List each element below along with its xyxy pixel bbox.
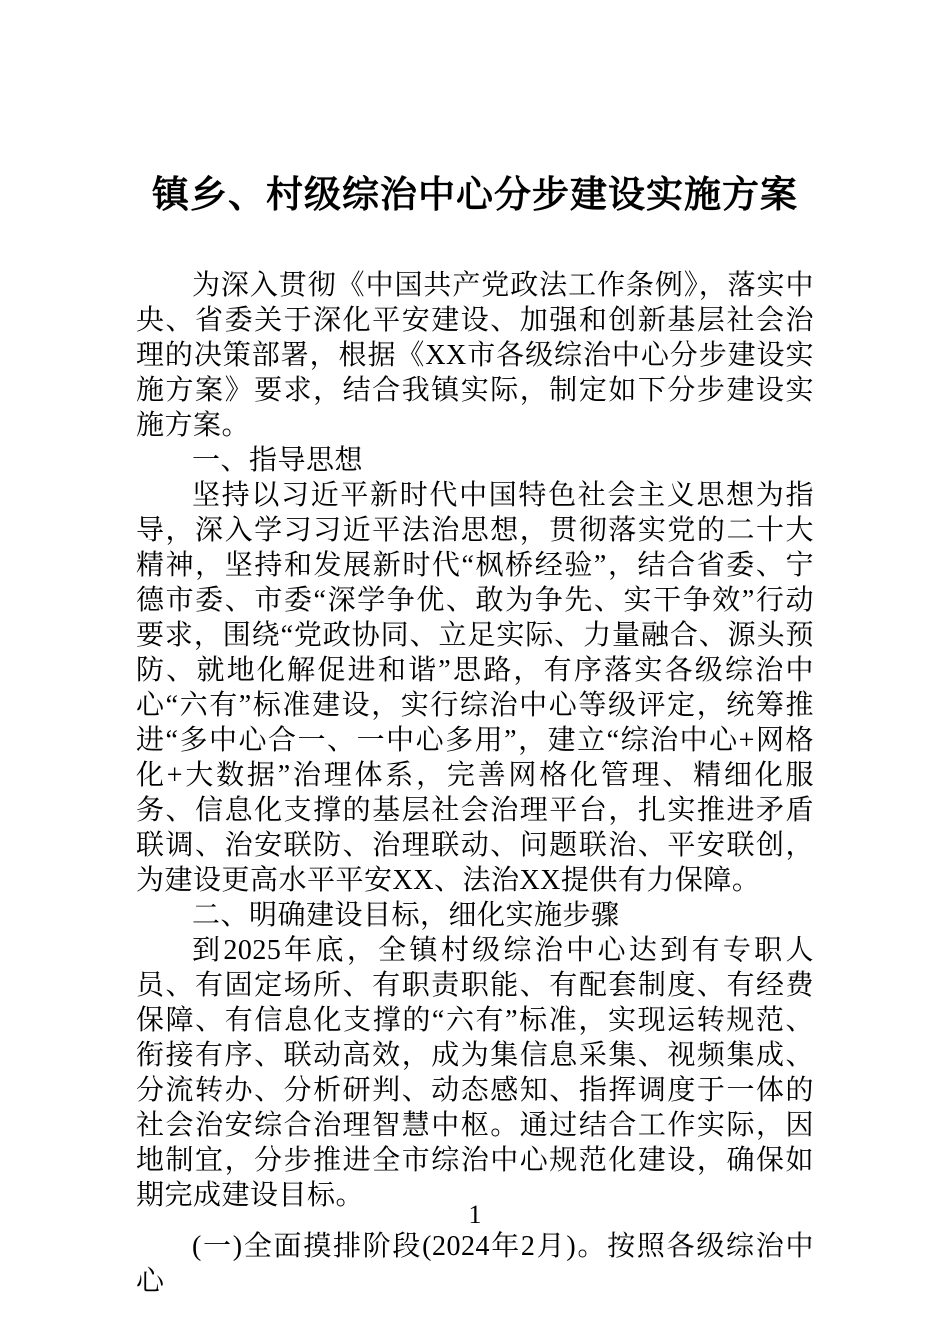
paragraph-goals: 到2025年底，全镇村级综治中心达到有专职人员、有固定场所、有职责职能、有配套制度、有经费保障、有信息化支撑的“六有”标准，实现运转规范、衔接有序、联动高效，成为集信息采集、视频集成、分流转办、分析研判、动态感知、指挥调度于一体的社会治安综合治理智慧中枢。通过结合工作实际，因地制宜，分步推进全市综治中心规范化建设，确保如期完成建设目标。 <box>136 935 814 1211</box>
document-body <box>136 268 814 1299</box>
paragraph-phase-1: (一)全面摸排阶段(2024年2月)。按照各级综治中心 <box>136 1231 814 1297</box>
section-heading-1: 一、指导思想 <box>192 445 364 476</box>
page-number: 1 <box>468 1200 482 1229</box>
paragraph-intro: 为深入贯彻《中国共产党政法工作条例》，落实中央、省委关于深化平安建设、加强和创新基层社会治理的决策部署，根据《XX市各级综治中心分步建设实施方案》要求，结合我镇实际，制定如下分步建设实施方案。 <box>136 270 814 441</box>
paragraph-guiding-ideology: 坚持以习近平新时代中国特色社会主义思想为指导，深入学习习近平法治思想，贯彻落实党的二十大精神，坚持和发展新时代“枫桥经验”，结合省委、宁德市委、市委“深学争优、敢为争先、实干争效”行动要求，围绕“党政协同、立足实际、力量融合、源头预防、就地化解促进和谐”思路，有序落实各级综治中心“六有”标准建设，实行综治中心等级评定，统筹推进“多中心合一、一中心多用”，建立“综治中心+网格化+大数据”治理体系，完善网格化管理、精细化服务、信息化支撑的基层社会治理平台，扎实推进矛盾联调、治安联防、治理联动、问题联治、平安联创，为建设更高水平平安XX、法治XX提供有力保障。 <box>136 480 814 896</box>
section-heading-2: 二、明确建设目标，细化实施步骤 <box>192 900 620 931</box>
document-title: 镇乡、村级综治中心分步建设实施方案 <box>152 174 798 215</box>
